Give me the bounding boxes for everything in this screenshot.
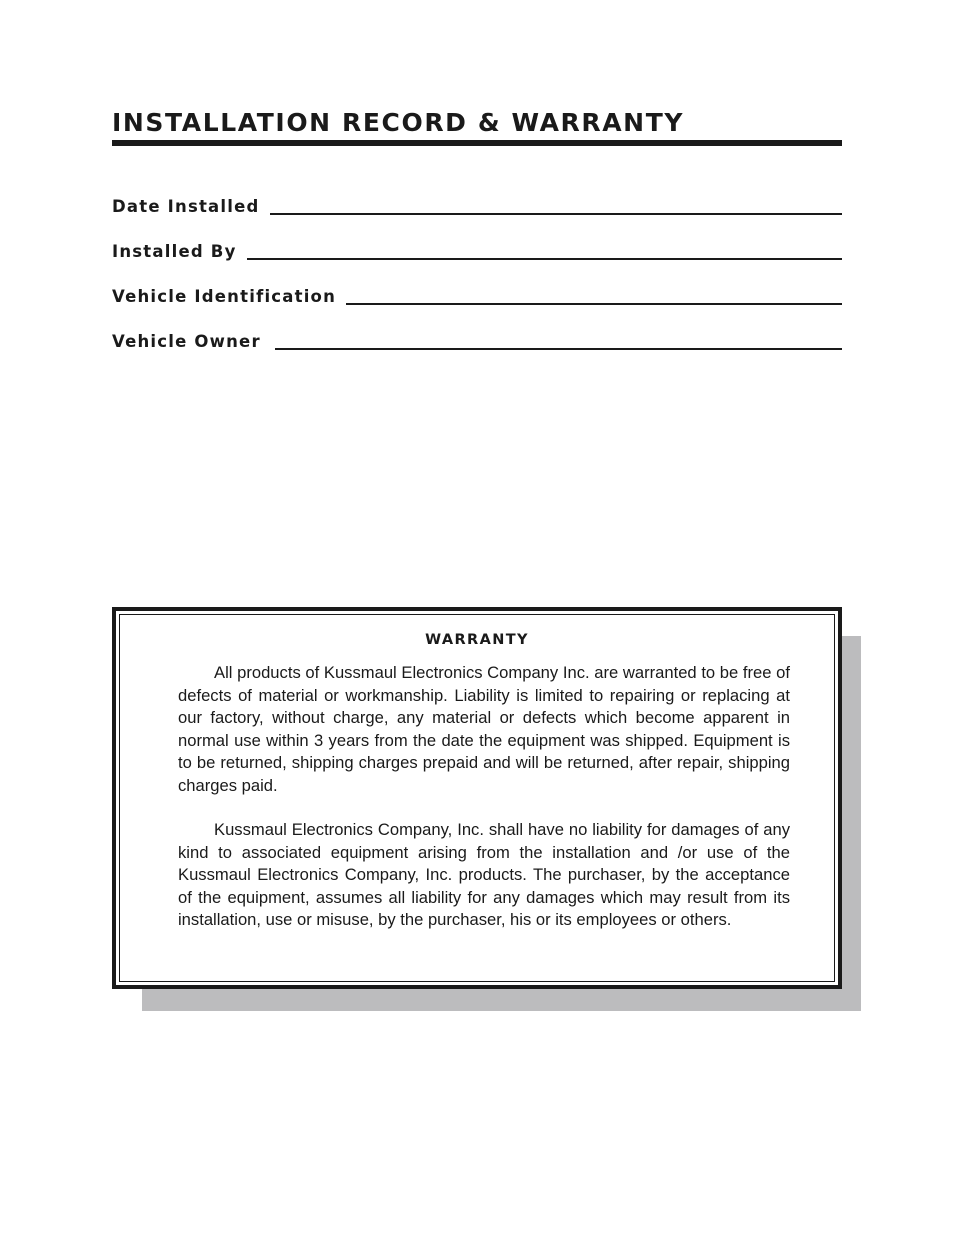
installed-by-field <box>112 238 842 262</box>
page-title: INSTALLATION RECORD & WARRANTY <box>112 108 685 137</box>
warranty-heading: WARRANTY <box>425 632 529 648</box>
title-divider <box>112 140 842 146</box>
warranty-paragraph-1: All products of Kussmaul Electronics Company Inc. are warranted to be free of defects of material or workmanship. Liability is limited to repairing or replacing at our factory, without charge, any material or defects which become apparent in normal use within 3 years from the date the equipment was shipped. Equipment is to be returned, shipping charges prepaid and will be returned, after repair, shipping charges paid. <box>178 663 790 795</box>
date-installed-label: Date Installed <box>112 197 260 216</box>
vehicle-owner-field <box>112 328 842 352</box>
vehicle-identification-blank <box>346 303 842 305</box>
vehicle-owner-blank <box>275 348 842 350</box>
vehicle-owner-label: Vehicle Owner <box>112 332 261 351</box>
warranty-box <box>112 607 842 989</box>
vehicle-identification-field <box>112 283 842 307</box>
warranty-inner-border <box>119 614 835 982</box>
date-installed-field <box>112 193 842 217</box>
vehicle-identification-label: Vehicle Identification <box>112 287 337 306</box>
installed-by-label: Installed By <box>112 242 237 261</box>
date-installed-blank <box>270 213 843 215</box>
installed-by-blank <box>247 258 842 260</box>
warranty-paragraph-2: Kussmaul Electronics Company, Inc. shall have no liability for damages of any kind to associated equipment arising from the installation and /or use of the Kussmaul Electronics Company, Inc. products. The purchaser, by the acceptance of the equipment, assumes all liability for any damages which may result from its installation, use or misuse, by the purchaser, his or its employees or others. <box>178 820 790 930</box>
